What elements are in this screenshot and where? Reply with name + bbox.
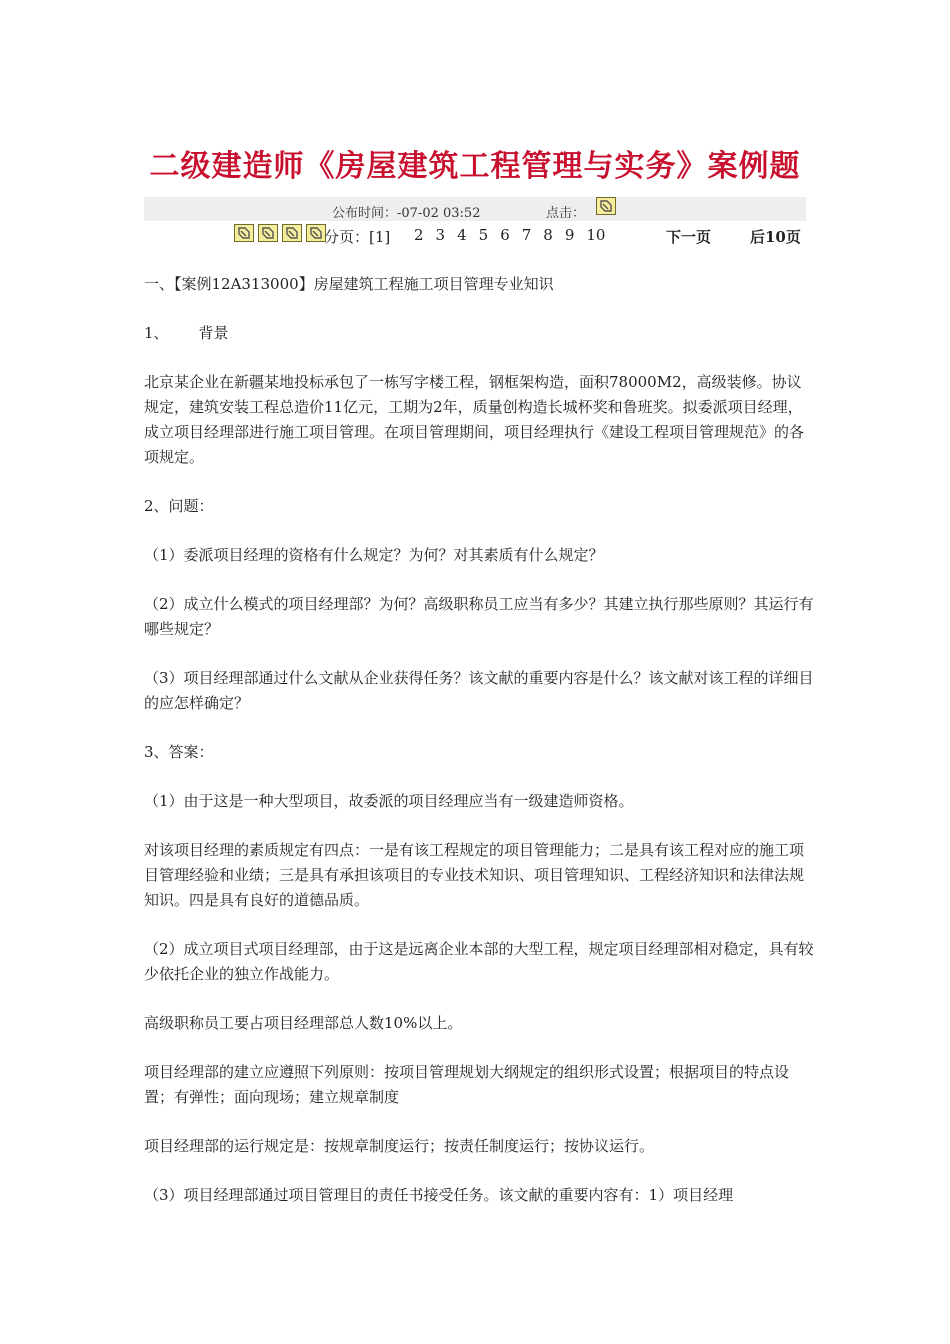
next-10-pages-link[interactable]: 后10页 <box>750 228 801 246</box>
page-link-9[interactable]: 9 <box>564 226 575 244</box>
next-page-link[interactable]: 下一页 <box>666 228 712 246</box>
page-link-7[interactable]: 7 <box>521 226 532 244</box>
answer-2: （2）成立项目式项目经理部，由于这是远离企业本部的大型工程，规定项目经理部相对稳定，具有较少依托企业的独立作战能力。 <box>144 940 814 983</box>
background-paragraph: 北京某企业在新疆某地投标承包了一栋写字楼工程，钢框架构造，面积78000M2，高级装修。协议规定，建筑安装工程总造价11亿元，工期为2年，质量创构造长城杯奖和鲁班奖。拟委派项目经理，成立项目经理部进行施工项目管理。在项目管理期间，项目经理执行《建设工程项目管理规范》的各项规定。 <box>144 373 805 466</box>
answer-2-operation: 项目经理部的运行规定是：按规章制度运行；按责任制度运行；按协议运行。 <box>144 1137 655 1155</box>
click-count-label: 点击： <box>546 206 586 221</box>
broken-image-icon[interactable] <box>234 224 254 242</box>
pager-numbers <box>414 226 617 244</box>
meta-bar <box>144 197 806 221</box>
page-link-8[interactable]: 8 <box>543 226 553 244</box>
answer-2-staff: 高级职称员工要占项目经理部总人数10%以上。 <box>144 1014 463 1032</box>
page-link-4[interactable]: 4 <box>457 226 467 244</box>
pagination-bar <box>234 223 814 247</box>
publish-time: 公布时间：-07-02 03:52 <box>332 206 481 221</box>
question-1: （1）委派项目经理的资格有什么规定？为何？对其素质有什么规定？ <box>144 546 604 564</box>
answer-1: （1）由于这是一种大型项目，故委派的项目经理应当有一级建造师资格。 <box>144 792 634 810</box>
question-2: （2）成立什么模式的项目经理部？为何？高级职称员工应当有多少？其建立执行那些原则？其运行有哪些规定？ <box>144 595 814 638</box>
background-label: 背景 <box>198 324 229 342</box>
section-heading: 一、【案例12A313000】房屋建筑工程施工项目管理专业知识 <box>144 275 554 293</box>
broken-image-icon[interactable] <box>306 224 326 242</box>
broken-image-icon <box>596 197 616 215</box>
page-link-3[interactable]: 3 <box>435 226 446 244</box>
broken-image-icon[interactable] <box>258 224 278 242</box>
questions-heading: 2、问题： <box>144 497 214 515</box>
background-heading <box>144 321 816 346</box>
answer-1-detail: 对该项目经理的素质规定有四点：一是有该工程规定的项目管理能力；二是具有该工程对应的施工项目管理经验和业绩；三是具有承担该项目的专业技术知识、项目管理知识、工程经济知识和法律法规知识。四是具有良好的道德品质。 <box>144 841 805 909</box>
page-link-2[interactable]: 2 <box>414 226 424 244</box>
page-link-5[interactable]: 5 <box>478 226 489 244</box>
page-link-10[interactable]: 10 <box>586 226 606 244</box>
page-link-6[interactable]: 6 <box>500 226 510 244</box>
answer-2-principles: 项目经理部的建立应遵照下列原则：按项目管理规划大纲规定的组织形式设置；根据项目的特点设置；有弹性；面向现场；建立规章制度 <box>144 1063 790 1106</box>
answers-heading: 3、答案： <box>144 743 214 761</box>
article-body <box>144 272 816 1232</box>
broken-image-icon[interactable] <box>282 224 302 242</box>
question-3: （3）项目经理部通过什么文献从企业获得任务？该文献的重要内容是什么？该文献对该工程的详细目的应怎样确定？ <box>144 669 814 712</box>
page-title: 二级建造师《房屋建筑工程管理与实务》案例题 <box>149 149 801 184</box>
pager-icons <box>234 223 330 242</box>
answer-3: （3）项目经理部通过项目管理目的责任书接受任务。该文献的重要内容有：1）项目经理 <box>144 1186 734 1204</box>
background-number: 1、 <box>144 324 169 342</box>
pager-label: 分页：[1] <box>324 228 391 246</box>
